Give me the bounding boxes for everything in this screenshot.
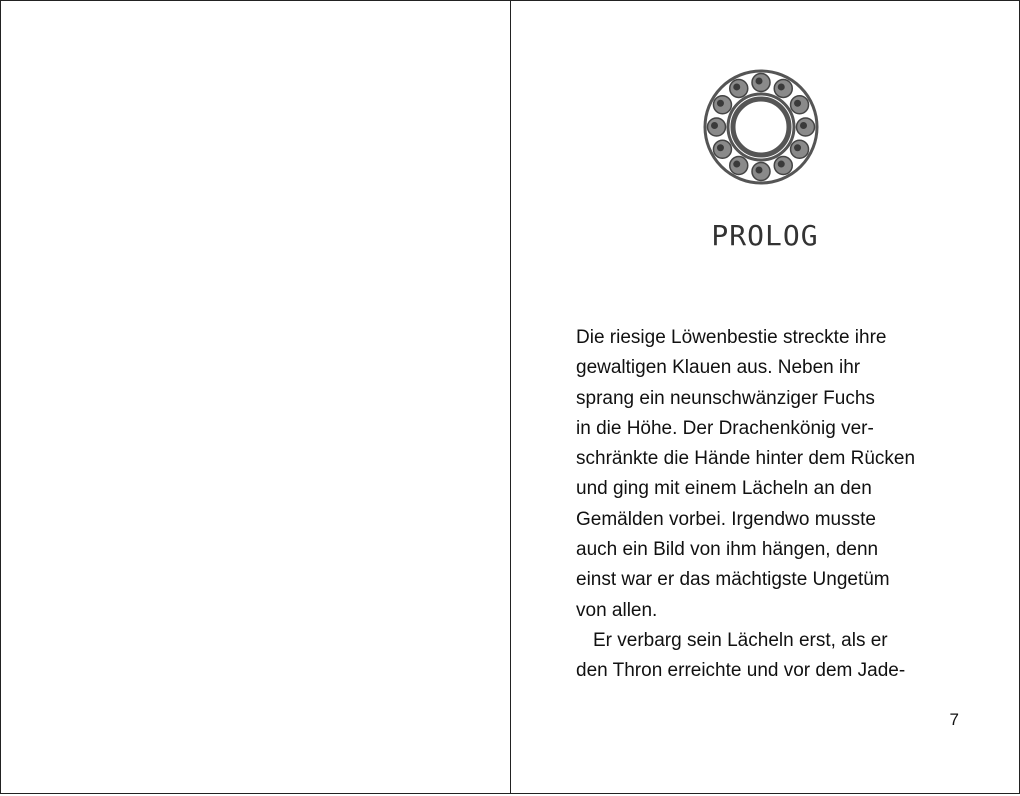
zodiac-ring-icon [702, 68, 820, 186]
text-line: den Thron erreichte und vor dem Jade- [576, 660, 906, 682]
zodiac-animal-mark [733, 161, 740, 168]
text-line: von allen. [576, 599, 658, 621]
text-line: Er verbarg sein Lächeln erst, als er [593, 629, 888, 651]
zodiac-animal-mark [794, 144, 801, 151]
text-line: in die Höhe. Der Drachenkönig ver- [576, 417, 874, 439]
zodiac-animal-mark [756, 78, 763, 85]
left-page [0, 0, 511, 794]
text-line: und ging mit einem Lächeln an den [576, 478, 872, 500]
body-text [576, 323, 976, 687]
text-line: schränkte die Hände hinter dem Rücken [576, 448, 916, 470]
text-line: sprang ein neunschwänziger Fuchs [576, 387, 875, 409]
zodiac-animal-mark [717, 100, 724, 107]
text-line: Die riesige Löwenbestie streckte ihre [576, 327, 887, 348]
page-number: 7 [949, 710, 959, 729]
chapter-title: PROLOG [711, 219, 819, 252]
zodiac-animal-mark [717, 144, 724, 151]
zodiac-animal-mark [733, 83, 740, 90]
zodiac-animal-mark [778, 83, 785, 90]
zodiac-animal-mark [778, 161, 785, 168]
right-page [510, 0, 1020, 794]
text-line: auch ein Bild von ihm hängen, denn [576, 539, 879, 561]
text-line: einst war er das mächtigste Ungetüm [576, 569, 890, 591]
zodiac-animal-mark [800, 122, 807, 129]
zodiac-animal-mark [711, 122, 718, 129]
zodiac-animal-mark [756, 167, 763, 174]
text-line: gewaltigen Klauen aus. Neben ihr [576, 357, 861, 379]
text-line: Gemälden vorbei. Irgendwo musste [576, 508, 876, 530]
zodiac-animal-mark [794, 100, 801, 107]
